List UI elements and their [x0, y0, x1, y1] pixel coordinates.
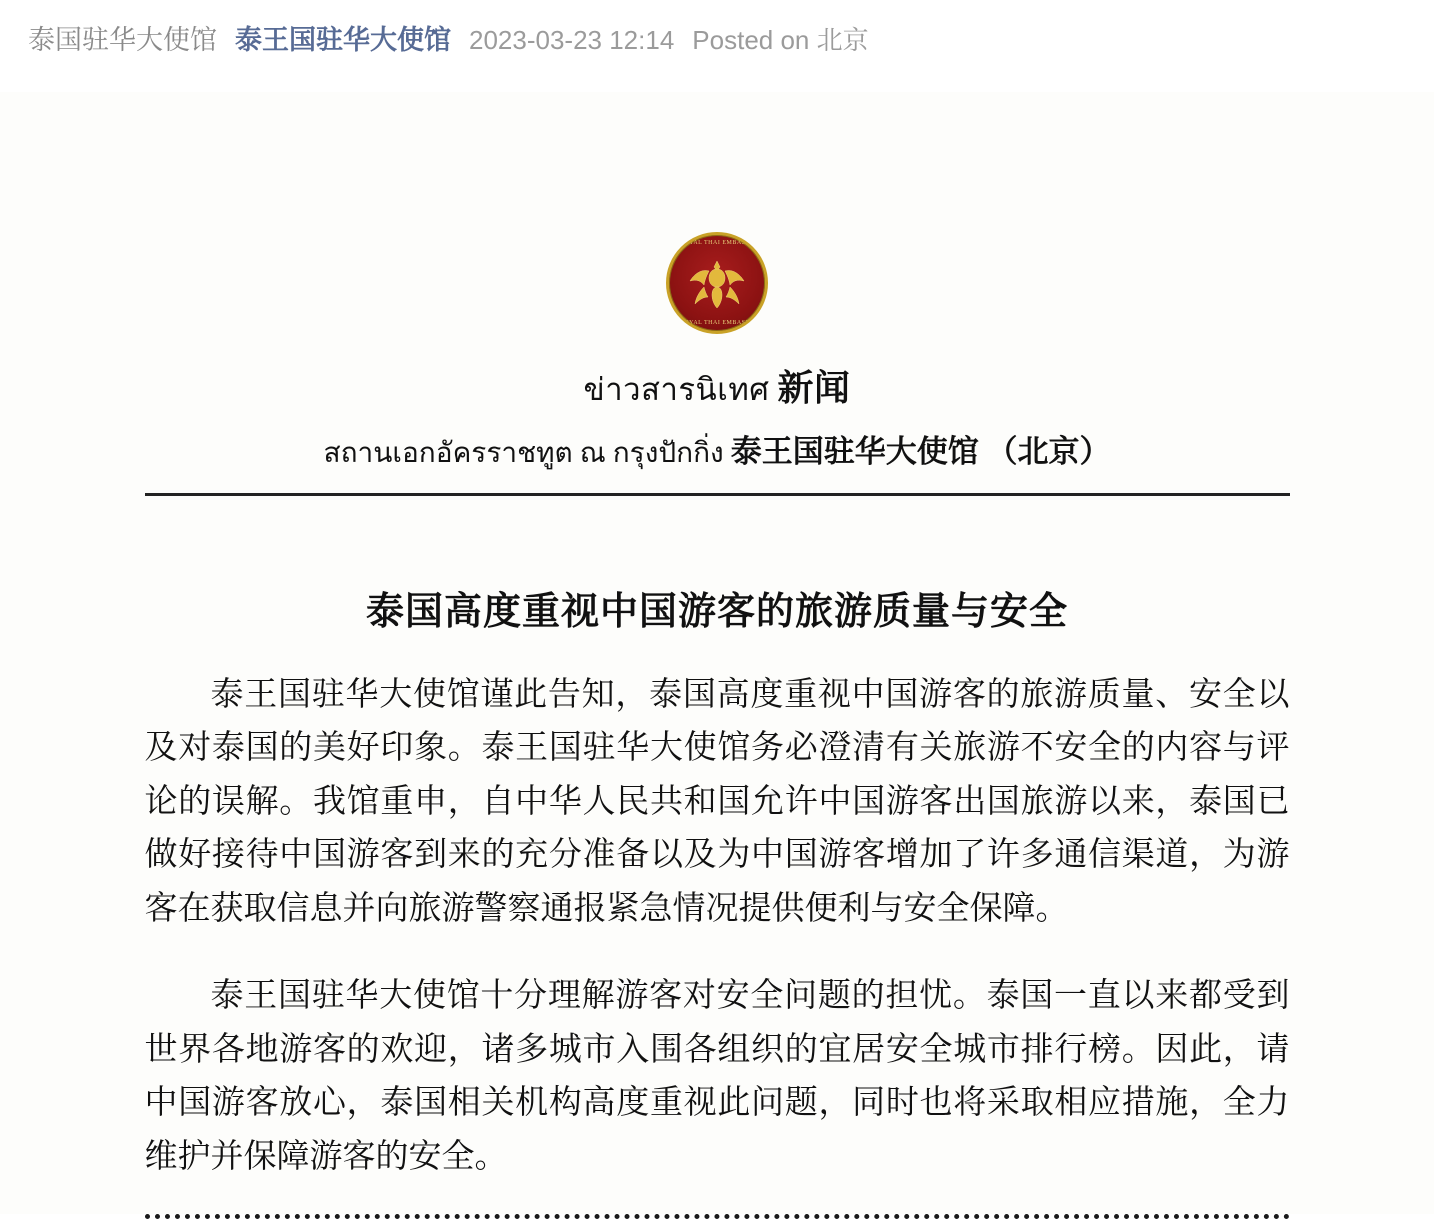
garuda-icon [686, 257, 748, 309]
document-title: 泰国高度重视中国游客的旅游质量与安全 [365, 591, 1068, 633]
letterhead-line-2-thai: สถานเอกอัครราชทูต ณ กรุงปักกิ่ง [323, 438, 724, 469]
document-dotted-divider [145, 1214, 1290, 1219]
crest-container [0, 232, 1434, 334]
post-location-label: Posted on 北京 [692, 25, 869, 55]
post-source-label: 泰国驻华大使馆 [28, 25, 217, 55]
letterhead-divider [145, 493, 1290, 496]
post-account-link[interactable]: 泰王国驻华大使馆 [235, 25, 451, 55]
post-meta-bar [0, 0, 1434, 56]
document-paragraph: 泰王国驻华大使馆谨此告知，泰国高度重视中国游客的旅游质量、安全以及对泰国的美好印象。泰王国驻华大使馆务必澄清有关旅游不安全的内容与评论的误解。我馆重申，自中华人民共和国允许中国游客出国旅游以来，泰国已做好接待中国游客到来的充分准备以及为中国游客增加了许多通信渠道，为游客在获取信息并向旅游警察通报紧急情况提供便利与安全保障。 [144, 677, 1290, 927]
letterhead-line-2 [0, 426, 1434, 475]
document-body [145, 669, 1290, 1184]
letterhead-line-1-thai: ข่าวสารนิเทศ [583, 372, 770, 407]
royal-thai-emblem-icon [666, 232, 768, 334]
document-paragraph: 泰王国驻华大使馆十分理解游客对安全问题的担忧。泰国一直以来都受到世界各地游客的欢迎，诸多城市入围各组织的宜居安全城市排行榜。因此，请中国游客放心，泰国相关机构高度重视此问题，同时也将采取相应措施，全力维护并保障游客的安全。 [144, 978, 1290, 1175]
letterhead-text [0, 360, 1434, 475]
post-timestamp: 2023-03-23 12:14 [469, 25, 675, 55]
crest-ring-text-top: ROYAL THAI EMBASSY [679, 240, 755, 246]
crest-ring-text-bottom: ROYAL THAI EMBASSY [679, 320, 755, 326]
letterhead-line-1 [0, 360, 1434, 414]
letterhead-line-2-cn: 泰王国驻华大使馆 （北京） [730, 434, 1111, 469]
letterhead-line-1-cn: 新闻 [777, 368, 851, 408]
document-sheet [0, 92, 1434, 1214]
